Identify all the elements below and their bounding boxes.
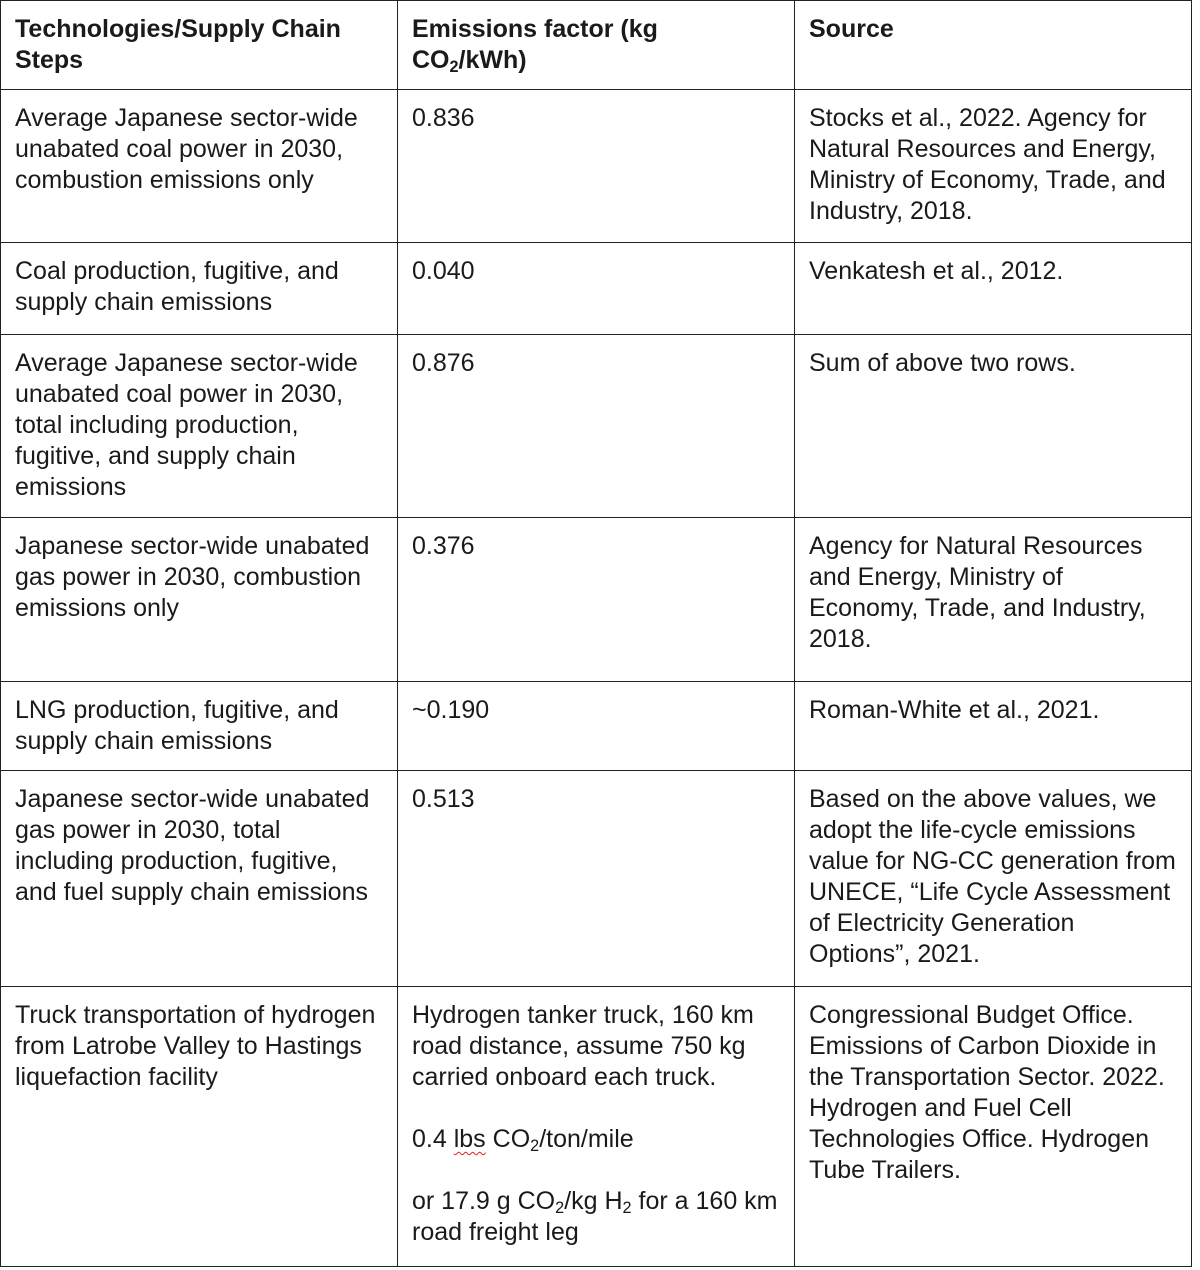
- cell-factor: ~0.190: [398, 682, 795, 771]
- cell-source: Based on the above values, we adopt the life-cycle emissions value for NG-CC generation from UNECE, “Life Cycle Assessment of Electricity Generation Options”, 2021.: [795, 771, 1192, 987]
- cell-source: Stocks et al., 2022. Agency for Natural Resources and Energy, Ministry of Economy, Trade, and Industry, 2018.: [795, 90, 1192, 243]
- cell-source: Agency for Natural Resources and Energy, Ministry of Economy, Trade, and Industry, 2018.: [795, 518, 1192, 682]
- cell-factor: 0.040: [398, 243, 795, 335]
- header-emissions-factor: Emissions factor (kg $CO_2/kWh$): [398, 1, 795, 90]
- table-row: [1, 90, 1192, 243]
- cell-factor: 0.876: [398, 335, 795, 518]
- header-source: Source: [795, 1, 1192, 90]
- table-row: [1, 243, 1192, 335]
- table-row: [1, 682, 1192, 771]
- cell-source: Congressional Budget Office. Emissions of Carbon Dioxide in the Transportation Sector. 2022. Hydrogen and Fuel Cell Technologies Office. Hydrogen Tube Trailers.: [795, 987, 1192, 1267]
- cell-factor: 0.376: [398, 518, 795, 682]
- cell-source: Venkatesh et al., 2012.: [795, 243, 1192, 335]
- cell-factor: 0.836: [398, 90, 795, 243]
- cell-tech: Coal production, fugitive, and supply chain emissions: [1, 243, 398, 335]
- cell-factor: [398, 987, 795, 1267]
- cell-source: Roman-White et al., 2021.: [795, 682, 1192, 771]
- table-row: [1, 335, 1192, 518]
- cell-factor: 0.513: [398, 771, 795, 987]
- cell-tech: Average Japanese sector-wide unabated coal power in 2030, combustion emissions only: [1, 90, 398, 243]
- factor-paragraph-lbs: 0.4 lbs $CO_2/ton$/mile: [412, 1125, 634, 1156]
- factor-paragraph-truck: Hydrogen tanker truck, 160 km road distance, assume 750 kg carried onboard each truck.: [412, 1001, 754, 1091]
- table-row: [1, 518, 1192, 682]
- cell-tech: LNG production, fugitive, and supply chain emissions: [1, 682, 398, 771]
- spellcheck-underline: lbs: [453, 1125, 486, 1153]
- table-header-row: [1, 1, 1192, 90]
- table-row: [1, 771, 1192, 987]
- cell-tech: Truck transportation of hydrogen from Latrobe Valley to Hastings liquefaction facility: [1, 987, 398, 1267]
- cell-source: Sum of above two rows.: [795, 335, 1192, 518]
- factor-paragraph-grams: or 17.9 g $CO_2/kg$ $H_2$ for a 160 km road freight leg: [412, 1187, 778, 1246]
- table-row: [1, 987, 1192, 1267]
- cell-tech: Average Japanese sector-wide unabated coal power in 2030, total including production, fugitive, and supply chain emissions: [1, 335, 398, 518]
- cell-tech: Japanese sector-wide unabated gas power in 2030, total including production, fugitive, and fuel supply chain emissions: [1, 771, 398, 987]
- cell-tech: Japanese sector-wide unabated gas power in 2030, combustion emissions only: [1, 518, 398, 682]
- header-technologies: Technologies/Supply Chain Steps: [1, 1, 398, 90]
